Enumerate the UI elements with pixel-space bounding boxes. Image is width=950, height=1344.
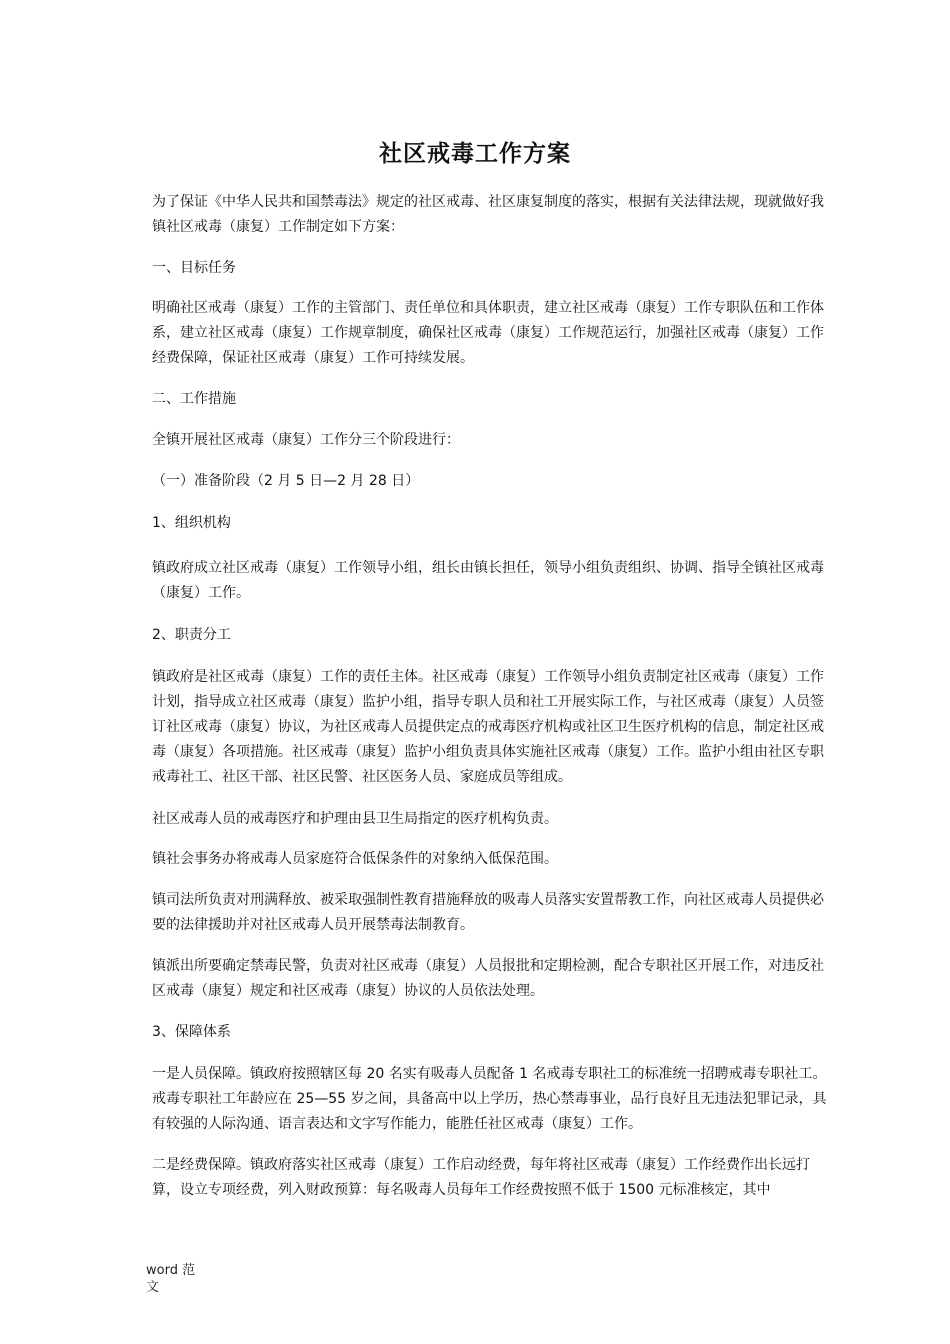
paragraph-personnel: 一是人员保障。镇政府按照辖区每 20 名实有吸毒人员配备 1 名戒毒专职社工的标准统一招聘戒毒专职社工。戒毒专职社工年龄应在 25—55 岁之间，具备高中以上学历，热心禁毒事业，品行良好且无违法犯罪记录，具有较强的人际沟通、语言表达和文字写作能力，能胜任社区戒毒（康复）工作。 xyxy=(152,1066,827,1132)
paragraph-goals: 明确社区戒毒（康复）工作的主管部门、责任单位和具体职责，建立社区戒毒（康复）工作专职队伍和工作体系，建立社区戒毒（康复）工作规章制度，确保社区戒毒（康复）工作规范运行，加强社区戒毒（康复）工作经费保障，保证社区戒毒（康复）工作可持续发展。 xyxy=(152,300,824,366)
paragraph-police: 镇派出所要确定禁毒民警，负责对社区戒毒（康复）人员报批和定期检测，配合专职社区开展工作，对违反社区戒毒（康复）规定和社区戒毒（康复）协议的人员依法处理。 xyxy=(152,958,824,999)
paragraph-judicial: 镇司法所负责对刑满释放、被采取强制性教育措施释放的吸毒人员落实安置帮教工作，向社区戒毒人员提供必要的法律援助并对社区戒毒人员开展禁毒法制教育。 xyxy=(152,892,824,933)
paragraph-organization: 镇政府成立社区戒毒（康复）工作领导小组，组长由镇长担任，领导小组负责组织、协调、指导全镇社区戒毒（康复）工作。 xyxy=(152,560,824,601)
heading-organization: 1、组织机构 xyxy=(152,515,231,531)
paragraph-stages: 全镇开展社区戒毒（康复）工作分三个阶段进行： xyxy=(152,432,460,448)
heading-duties: 2、职责分工 xyxy=(152,627,231,643)
paragraph-funding: 二是经费保障。镇政府落实社区戒毒（康复）工作启动经费，每年将社区戒毒（康复）工作经费作出长远打算，设立专项经费，列入财政预算：每名吸毒人员每年工作经费按照不低于 1500 元标准核定，其中 xyxy=(152,1157,810,1198)
footer-watermark xyxy=(146,1262,206,1296)
heading-prep-stage: （一）准备阶段（2 月 5 日—2 月 28 日） xyxy=(152,473,420,489)
paragraph-social-affairs: 镇社会事务办将戒毒人员家庭符合低保条件的对象纳入低保范围。 xyxy=(152,851,558,867)
heading-measures: 二、工作措施 xyxy=(152,391,236,407)
footer-line-1: word 范 xyxy=(146,1263,196,1278)
heading-guarantee: 3、保障体系 xyxy=(152,1024,231,1040)
heading-goals: 一、目标任务 xyxy=(152,260,236,276)
paragraph-medical: 社区戒毒人员的戒毒医疗和护理由县卫生局指定的医疗机构负责。 xyxy=(152,811,558,827)
paragraph-duties: 镇政府是社区戒毒（康复）工作的责任主体。社区戒毒（康复）工作领导小组负责制定社区戒毒（康复）工作计划，指导成立社区戒毒（康复）监护小组，指导专职人员和社工开展实际工作，与社区戒毒（康复）人员签订社区戒毒（康复）协议，为社区戒毒人员提供定点的戒毒医疗机构或社区卫生医疗机构的信息，制定社区戒毒（康复）各项措施。社区戒毒（康复）监护小组负责具体实施社区戒毒（康复）工作。监护小组由社区专职戒毒社工、社区干部、社区民警、社区医务人员、家庭成员等组成。 xyxy=(152,669,824,785)
paragraph-intro: 为了保证《中华人民共和国禁毒法》规定的社区戒毒、社区康复制度的落实，根据有关法律法规，现就做好我镇社区戒毒（康复）工作制定如下方案： xyxy=(152,194,824,235)
footer-line-2: 文 xyxy=(146,1280,160,1295)
document-title: 社区戒毒工作方案 xyxy=(379,141,571,167)
